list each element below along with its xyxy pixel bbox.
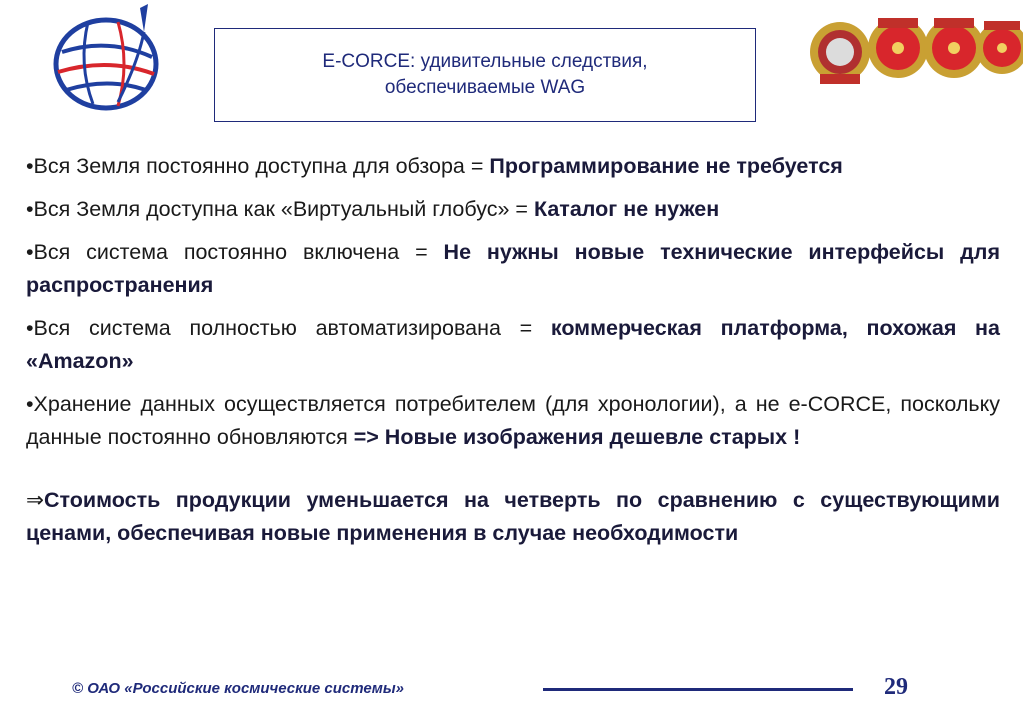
bullet-item: •Хранение данных осуществляется потребителем (для хронологии), а не e-CORCE, поскольку данные постоянно обновляются => Новые изображения дешевле старых ! — [26, 392, 1000, 449]
slide-title-line2: обеспечиваемые WAG — [384, 77, 586, 98]
conclusion-text: ⇒Стоимость продукции уменьшается на четверть по сравнению с существующими ценами, обеспечивая новые применения в случае необходимости — [26, 488, 1000, 545]
bullet-item: •Вся Земля постоянно доступна для обзора = Программирование не требуется — [26, 154, 843, 178]
slide-content — [26, 150, 1000, 560]
company-logo-icon — [48, 2, 178, 112]
footer-divider — [543, 688, 853, 691]
footer-copyright: © ОАО «Российские космические системы» — [72, 680, 405, 697]
implies-arrow-icon: ⇒ — [26, 488, 45, 512]
ussr-orders-icon — [806, 8, 1023, 100]
bullet-item: •Вся система полностью автоматизирована = коммерческая платформа, похожая на «Amazon» — [26, 316, 1000, 373]
bullet-item: •Вся Земля доступна как «Виртуальный глобус» = Каталог не нужен — [26, 197, 720, 221]
slide-title-box — [214, 28, 756, 122]
bullet-item: •Вся система постоянно включена = Не нужны новые технические интерфейсы для распространения — [26, 240, 1000, 297]
page-number: 29 — [884, 674, 908, 700]
slide-title-line1: E-CORCE: удивительные следствия, — [322, 51, 648, 72]
